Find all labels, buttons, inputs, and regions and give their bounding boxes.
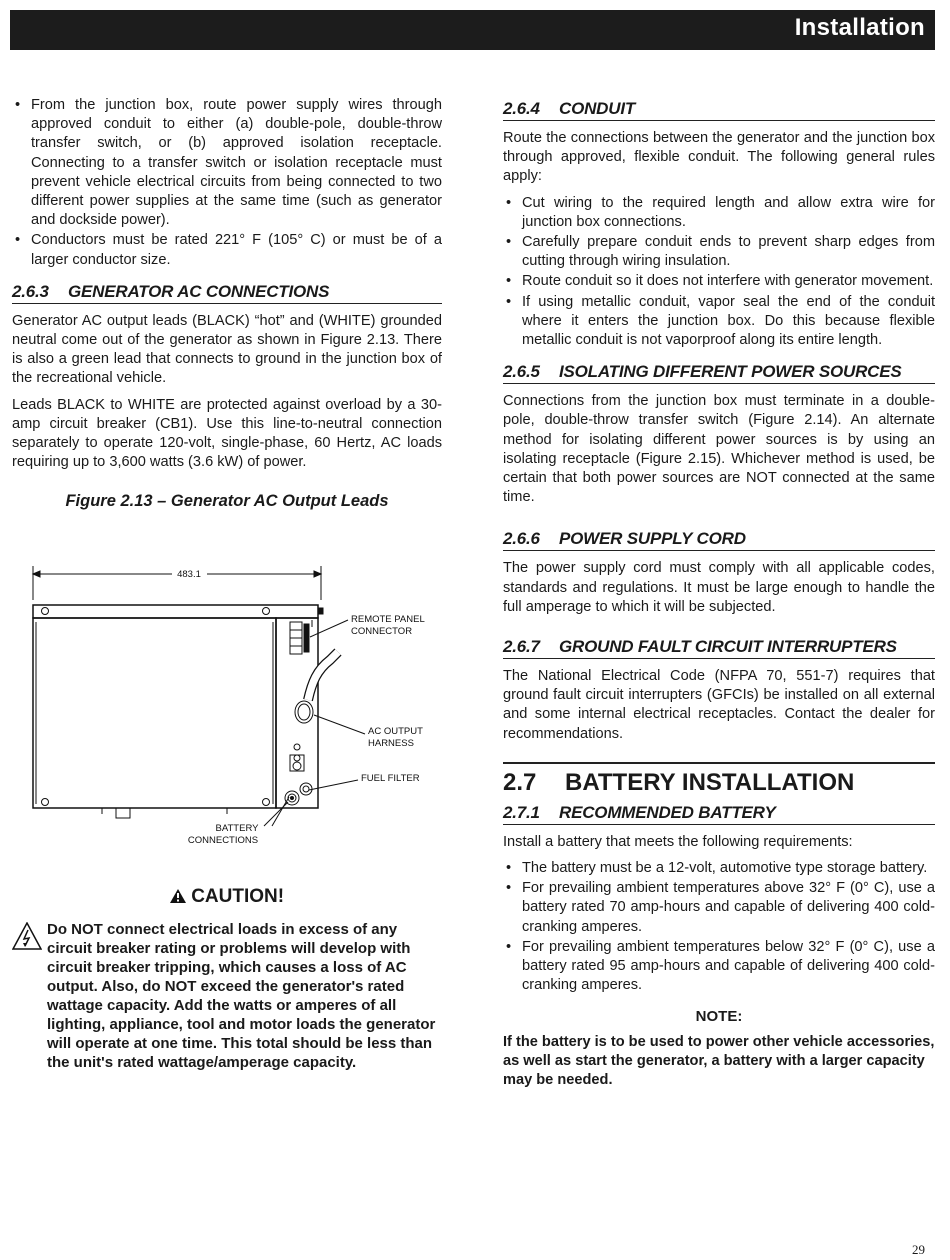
section-heading-266: 2.6.6 POWER SUPPLY CORD: [503, 529, 935, 551]
section-heading-267: 2.6.7 GROUND FAULT CIRCUIT INTERRUPTERS: [503, 637, 935, 659]
list-item: • Cut wiring to the required length and allow extra wire for junction box connections.: [503, 194, 935, 232]
list-item: • Carefully prepare conduit ends to prevent sharp edges from cutting through wiring insulation.: [503, 233, 935, 271]
conduit-bullet-list: [503, 194, 935, 351]
paragraph: Leads BLACK to WHITE are protected against overload by a 30-amp circuit breaker (CB1). Use this line-to-neutral connection separately to operate 120-volt, single-phase, 60 Hertz, AC loads requiring up to 3,600 watts (3.6 kW) of power.: [12, 396, 442, 471]
label-remote-panel: REMOTE PANEL: [351, 614, 425, 625]
paragraph: Install a battery that meets the following requirements:: [503, 833, 853, 850]
label-fuel-filter: FUEL FILTER: [361, 773, 420, 784]
header-title: Installation: [794, 14, 925, 41]
right-column: [503, 99, 935, 1090]
label-battery-connections: CONNECTIONS: [187, 835, 259, 846]
label-ac-output: AC OUTPUT: [368, 726, 423, 737]
figure-caption: Figure 2.13 – Generator AC Output Leads: [65, 492, 389, 511]
intro-bullet-list: [12, 96, 442, 270]
paragraph: Route the connections between the generator and the junction box through approved, flexible conduit. The following general rules apply:: [503, 130, 935, 185]
label-ac-output-harness: HARNESS: [368, 738, 414, 749]
section-heading-271: 2.7.1 RECOMMENDED BATTERY: [503, 803, 935, 825]
list-item: • If using metallic conduit, vapor seal the end of the conduit where it enters the junction box. Do this because flexible metallic conduit is not vaporproof along its entire length.: [503, 293, 935, 351]
paragraph: Generator AC output leads (BLACK) “hot” and (WHITE) grounded neutral come out of the generator as shown in Figure 2.13. There is also a green lead that connects to ground in the junction box of the recreational vehicle.: [12, 312, 442, 387]
dimension-label: 483.1: [177, 569, 201, 580]
section-heading-265: 2.6.5 ISOLATING DIFFERENT POWER SOURCES: [503, 362, 935, 384]
paragraph: Connections from the junction box must terminate in a double-pole, double-throw transfer switch (Figure 2.14). An alternate method for isolating different power sources is by using an isolating receptacle (Figure 2.15). Whichever method is used, be certain that both power sources are NOT connected at the same time.: [503, 393, 935, 506]
caution-text: Do NOT connect electrical loads in excess of any circuit breaker rating or problems will develop with circuit breaker tripping, which causes a loss of AC output. Also, do NOT exceed the generator's rated wattage capacity. Add the watts or amperes of all lighting, appliance, tool and motor loads the generator will operate at one time. This total should be less than the unit's rated wattage/amperage capacity.: [47, 921, 436, 1071]
section-heading-264: 2.6.4 CONDUIT: [503, 99, 935, 121]
paragraph: The National Electrical Code (NFPA 70, 551-7) requires that ground fault circuit interrupters (GFCIs) be installed on all external and some internal electrical receptacles. Contact the dealer for recommendations.: [503, 668, 935, 742]
list-item: • For prevailing ambient temperatures below 32° F (0° C), use a battery rated 95 amp-hours and capable of delivering 400 cold-cranking amperes.: [503, 938, 935, 996]
generator-diagram: [12, 560, 442, 850]
electrical-hazard-icon: [12, 922, 42, 950]
caution-heading: CAUTION!: [12, 886, 442, 908]
left-column: [12, 96, 442, 511]
note-text: If the battery is to be used to power other vehicle accessories, as well as start the generator, a battery with a larger capacity may be needed.: [503, 1033, 935, 1088]
page-number: 29: [912, 1242, 925, 1257]
battery-bullet-list: [503, 859, 935, 995]
label-remote-panel-connector: CONNECTOR: [351, 626, 413, 637]
label-battery: BATTERY: [215, 823, 259, 834]
list-item: • The battery must be a 12-volt, automotive type storage battery.: [503, 859, 935, 878]
paragraph: The power supply cord must comply with all applicable codes, standards and regulations. It must be large enough to handle the full amperage to which it will be subjected.: [503, 560, 935, 615]
warning-triangle-icon: [170, 889, 186, 903]
section-heading-263: 2.6.3 GENERATOR AC CONNECTIONS: [12, 282, 442, 304]
list-item: • Conductors must be rated 221° F (105° C) or must be of a larger conductor size.: [12, 231, 442, 269]
section-heading-27: 2.7 BATTERY INSTALLATION: [503, 762, 935, 797]
note-heading: NOTE:: [695, 1007, 743, 1025]
list-item: • For prevailing ambient temperatures above 32° F (0° C), use a battery rated 70 amp-hours and capable of delivering 400 cold-cranking amperes.: [503, 879, 935, 937]
list-item: • From the junction box, route power supply wires through approved conduit to either (a) double-pole, double-throw transfer switch, or (b) approved isolation receptacle. Connecting to a transfer switch or isolation receptacle must prevent vehicle electrical circuits from being connected to two different power supplies at the same time (such as generator and dockside power).: [12, 96, 442, 230]
list-item: • Route conduit so it does not interfere with generator movement.: [503, 272, 935, 291]
page-header: [10, 10, 935, 50]
